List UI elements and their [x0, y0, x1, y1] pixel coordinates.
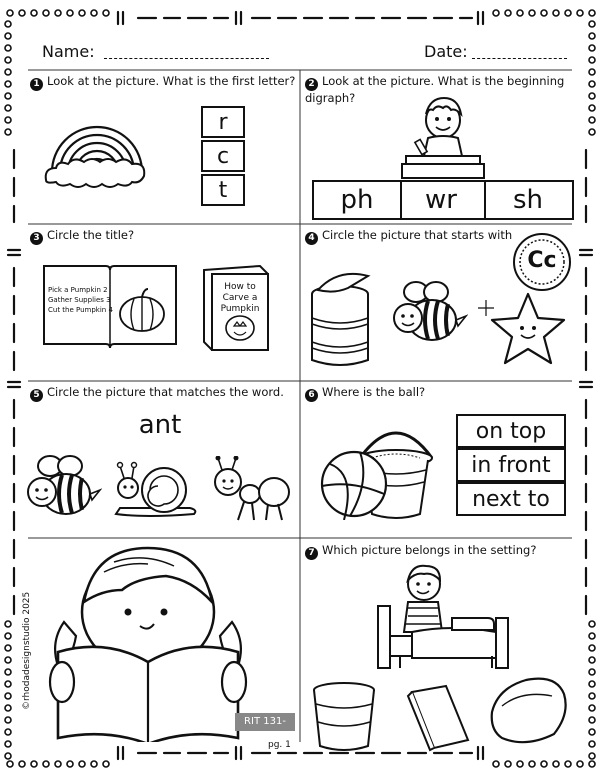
border-dot [505, 761, 511, 767]
border-dot [5, 129, 11, 135]
question-number: 5 [30, 389, 43, 402]
border-dot [79, 10, 85, 16]
question-text: Look at the picture. What is the beginning digraph? [305, 74, 565, 105]
book-title: How to Carve a Pumpkin [220, 282, 260, 314]
border-dot [5, 57, 11, 63]
border-dot [541, 10, 547, 16]
border-dot [589, 669, 595, 675]
boy-in-bed-scene [372, 562, 512, 672]
border-dot [577, 761, 583, 767]
border-dot [5, 645, 11, 651]
toc-line: Gather Supplies 3 [48, 296, 111, 304]
border-dot [589, 705, 595, 711]
border-dot [529, 10, 535, 16]
border-dot [19, 761, 25, 767]
border-dot [55, 10, 61, 16]
border-dot [589, 633, 595, 639]
page-number: pg. 1 [268, 740, 291, 750]
choice-ph[interactable]: ph [312, 180, 402, 220]
border-dot [91, 761, 97, 767]
border-dot [589, 717, 595, 723]
border-dot [565, 10, 571, 16]
border-dot [517, 10, 523, 16]
border-dot [7, 10, 13, 16]
choice-c[interactable]: c [201, 140, 245, 172]
border-dot [589, 105, 595, 111]
pillow-picture[interactable] [486, 676, 572, 746]
star-picture[interactable] [488, 290, 568, 370]
question-text: Circle the picture that matches the word. [47, 385, 284, 399]
border-dot [565, 761, 571, 767]
border-dot [589, 81, 595, 87]
question-3 [30, 228, 134, 245]
choice-next-to[interactable]: next to [456, 482, 566, 516]
border-dot [5, 21, 11, 27]
copyright-text: ©rhodadesignstudio 2025 [22, 591, 32, 710]
letter-badge: Cc [527, 248, 557, 273]
border-dot [31, 10, 37, 16]
border-dot [5, 33, 11, 39]
border-dot [5, 117, 11, 123]
border-dot [7, 761, 13, 767]
border-dot [589, 753, 595, 759]
question-4 [305, 228, 512, 245]
border-dot [5, 657, 11, 663]
border-dot [553, 10, 559, 16]
level-code-badge: RIT 131-140 [235, 713, 295, 731]
border-dot [67, 10, 73, 16]
border-dot [103, 10, 109, 16]
border-dot [5, 729, 11, 735]
bee-picture[interactable] [390, 280, 468, 346]
question-number: 3 [30, 232, 43, 245]
toc-line: Cut the Pumpkin 4 [48, 306, 113, 314]
book-picture[interactable] [404, 682, 474, 754]
border-dot [79, 761, 85, 767]
border-dot [5, 621, 11, 627]
border-dot [589, 129, 595, 135]
border-dot [589, 117, 595, 123]
question-number: 4 [305, 232, 318, 245]
border-dot [5, 93, 11, 99]
border-dot [5, 741, 11, 747]
ant-picture[interactable] [208, 456, 292, 522]
question-text: Circle the picture that starts with [322, 228, 513, 242]
border-dot [5, 45, 11, 51]
border-dot [577, 10, 583, 16]
border-dot [103, 761, 109, 767]
border-dot [43, 761, 49, 767]
question-number: 7 [305, 547, 318, 560]
border-dot [589, 93, 595, 99]
border-dot [505, 10, 511, 16]
question-number: 1 [30, 78, 43, 91]
border-dot [5, 633, 11, 639]
sparkle-icon [478, 300, 494, 316]
border-dot [91, 10, 97, 16]
border-dot [5, 681, 11, 687]
question-1 [30, 74, 295, 91]
border-dot [5, 705, 11, 711]
border-dot [5, 81, 11, 87]
border-dot [589, 645, 595, 651]
border-dot [5, 693, 11, 699]
choice-r[interactable]: r [201, 106, 245, 138]
toc-line: Pick a Pumpkin 2 [48, 286, 108, 294]
question-5 [30, 385, 284, 402]
bee-picture-2[interactable] [24, 454, 102, 520]
choice-on-top[interactable]: on top [456, 414, 566, 448]
question-text: Where is the ball? [322, 385, 426, 399]
ball-picture [320, 450, 390, 520]
border-dot [493, 761, 499, 767]
question-7 [305, 543, 536, 560]
border-dot [5, 105, 11, 111]
border-dot [589, 657, 595, 663]
border-dot [43, 10, 49, 16]
border-dot [589, 69, 595, 75]
border-dot [19, 10, 25, 16]
snail-picture[interactable] [112, 460, 200, 520]
question-number: 6 [305, 389, 318, 402]
question-text: Which picture belongs in the setting? [322, 543, 537, 557]
question-6 [305, 385, 425, 402]
table-of-contents [48, 285, 113, 315]
border-dot [589, 621, 595, 627]
border-dot [589, 45, 595, 51]
border-dot [553, 761, 559, 767]
can-picture[interactable] [308, 272, 378, 370]
border-dot [67, 761, 73, 767]
name-label: Name: [42, 42, 95, 61]
border-dot [5, 717, 11, 723]
boy-on-pedestal-picture [398, 92, 488, 182]
border-dot [589, 21, 595, 27]
question-number: 2 [305, 78, 318, 91]
border-dot [589, 761, 595, 767]
border-dot [589, 693, 595, 699]
date-label: Date: [424, 42, 468, 61]
border-dot [589, 681, 595, 687]
question-text: Circle the title? [47, 228, 135, 242]
border-dot [589, 33, 595, 39]
border-dot [517, 761, 523, 767]
border-dot [5, 753, 11, 759]
border-dot [5, 669, 11, 675]
choice-wr[interactable]: wr [398, 180, 486, 220]
choice-t[interactable]: t [201, 174, 245, 206]
target-word: ant [138, 410, 182, 440]
border-dot [589, 729, 595, 735]
border-dot [31, 761, 37, 767]
choice-in-front[interactable]: in front [456, 448, 566, 482]
question-text: Look at the picture. What is the first letter? [47, 74, 296, 88]
name-field[interactable] [104, 58, 269, 59]
girl-reading-illustration [44, 542, 254, 742]
border-dot [589, 57, 595, 63]
border-dot [589, 741, 595, 747]
border-dot [5, 69, 11, 75]
border-dot [541, 761, 547, 767]
rainbow-picture [42, 110, 152, 190]
choice-sh[interactable]: sh [484, 180, 574, 220]
border-dot [55, 761, 61, 767]
date-field[interactable] [472, 58, 567, 59]
border-dot [529, 761, 535, 767]
border-dot [493, 10, 499, 16]
border-dot [589, 10, 595, 16]
sand-bucket-picture[interactable] [308, 680, 382, 754]
